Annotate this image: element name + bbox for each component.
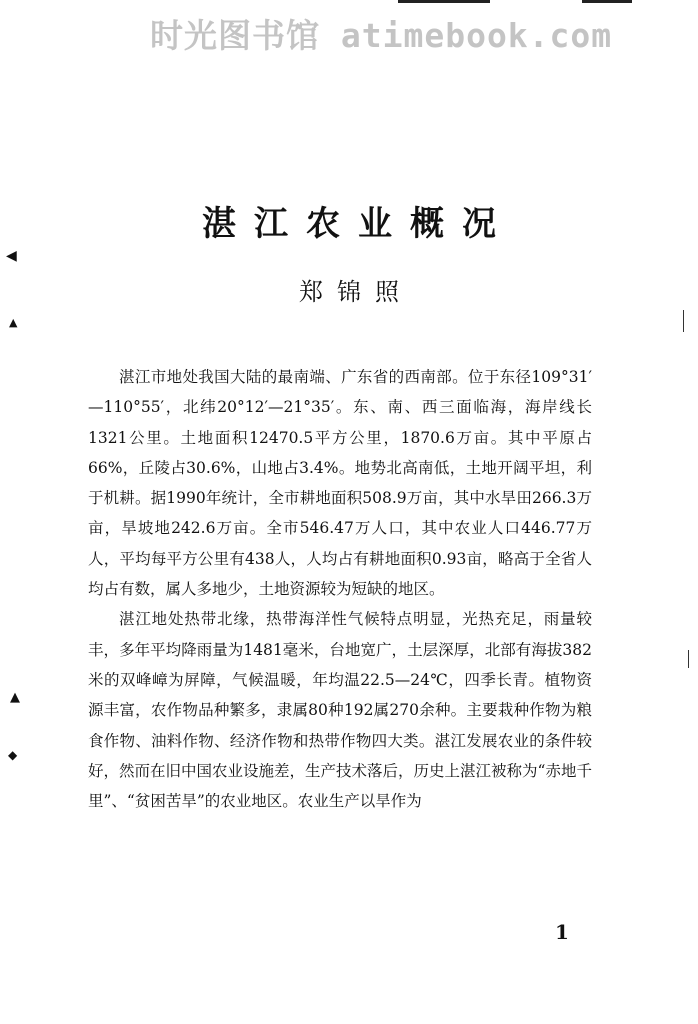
scan-edge-line xyxy=(683,310,684,332)
top-rule xyxy=(398,0,490,3)
watermark: 时光图书馆 atimebook.com xyxy=(150,16,613,55)
page-title: 湛江农业概况 xyxy=(202,204,514,244)
article-body xyxy=(88,362,592,816)
scan-mark-triangle: ▲ xyxy=(10,690,20,705)
top-rule xyxy=(582,0,632,3)
paragraph-2: 湛江地处热带北缘，热带海洋性气候特点明显，光热充足，雨量较丰，多年平均降雨量为1481毫米，台地宽广，土层深厚，北部有海拔382米的双峰嶂为屏障，气候温暖，年均温22.5—24℃，四季长青。植物资源丰富，农作物品种繁多，隶属80种192属270余种。主要栽种作物为粮食作物、油料作物、经济作物和热带作物四大类。湛江发展农业的条件较好，然而在旧中国农业设施差，生产技术落后，历史上湛江被称为“赤地千里”、“贫困苦旱”的农业地区。农业生产以旱作为 xyxy=(88,610,592,811)
paragraph-1: 湛江市地处我国大陆的最南端、广东省的西南部。位于东径109°31′—110°55′，北纬20°12′—21°35′。东、南、西三面临海，海岸线长1321公里。土地面积12470.5平方公里，1870.6万亩。其中平原占66%，丘陵占30.6%，山地占3.4%。地势北高南低，土地开阔平坦，利于机耕。据1990年统计，全市耕地面积508.9万亩，其中水旱田266.3万亩，旱坡地242.6万亩。全市546.47万人口，其中农业人口446.77万人，平均每平方公里有438人，人均占有耕地面积0.93亩，略高于全省人均占有数，属人多地少，土地资源较为短缺的地区。 xyxy=(88,368,592,599)
page-number: 1 xyxy=(555,920,569,944)
scan-edge-line xyxy=(688,650,689,668)
scan-mark-dot: ◆ xyxy=(8,748,18,762)
author-name: 郑锦照 xyxy=(299,278,413,306)
scan-mark-triangle: ▲ xyxy=(9,316,18,329)
scan-mark-arrow: ◀ xyxy=(6,248,17,264)
